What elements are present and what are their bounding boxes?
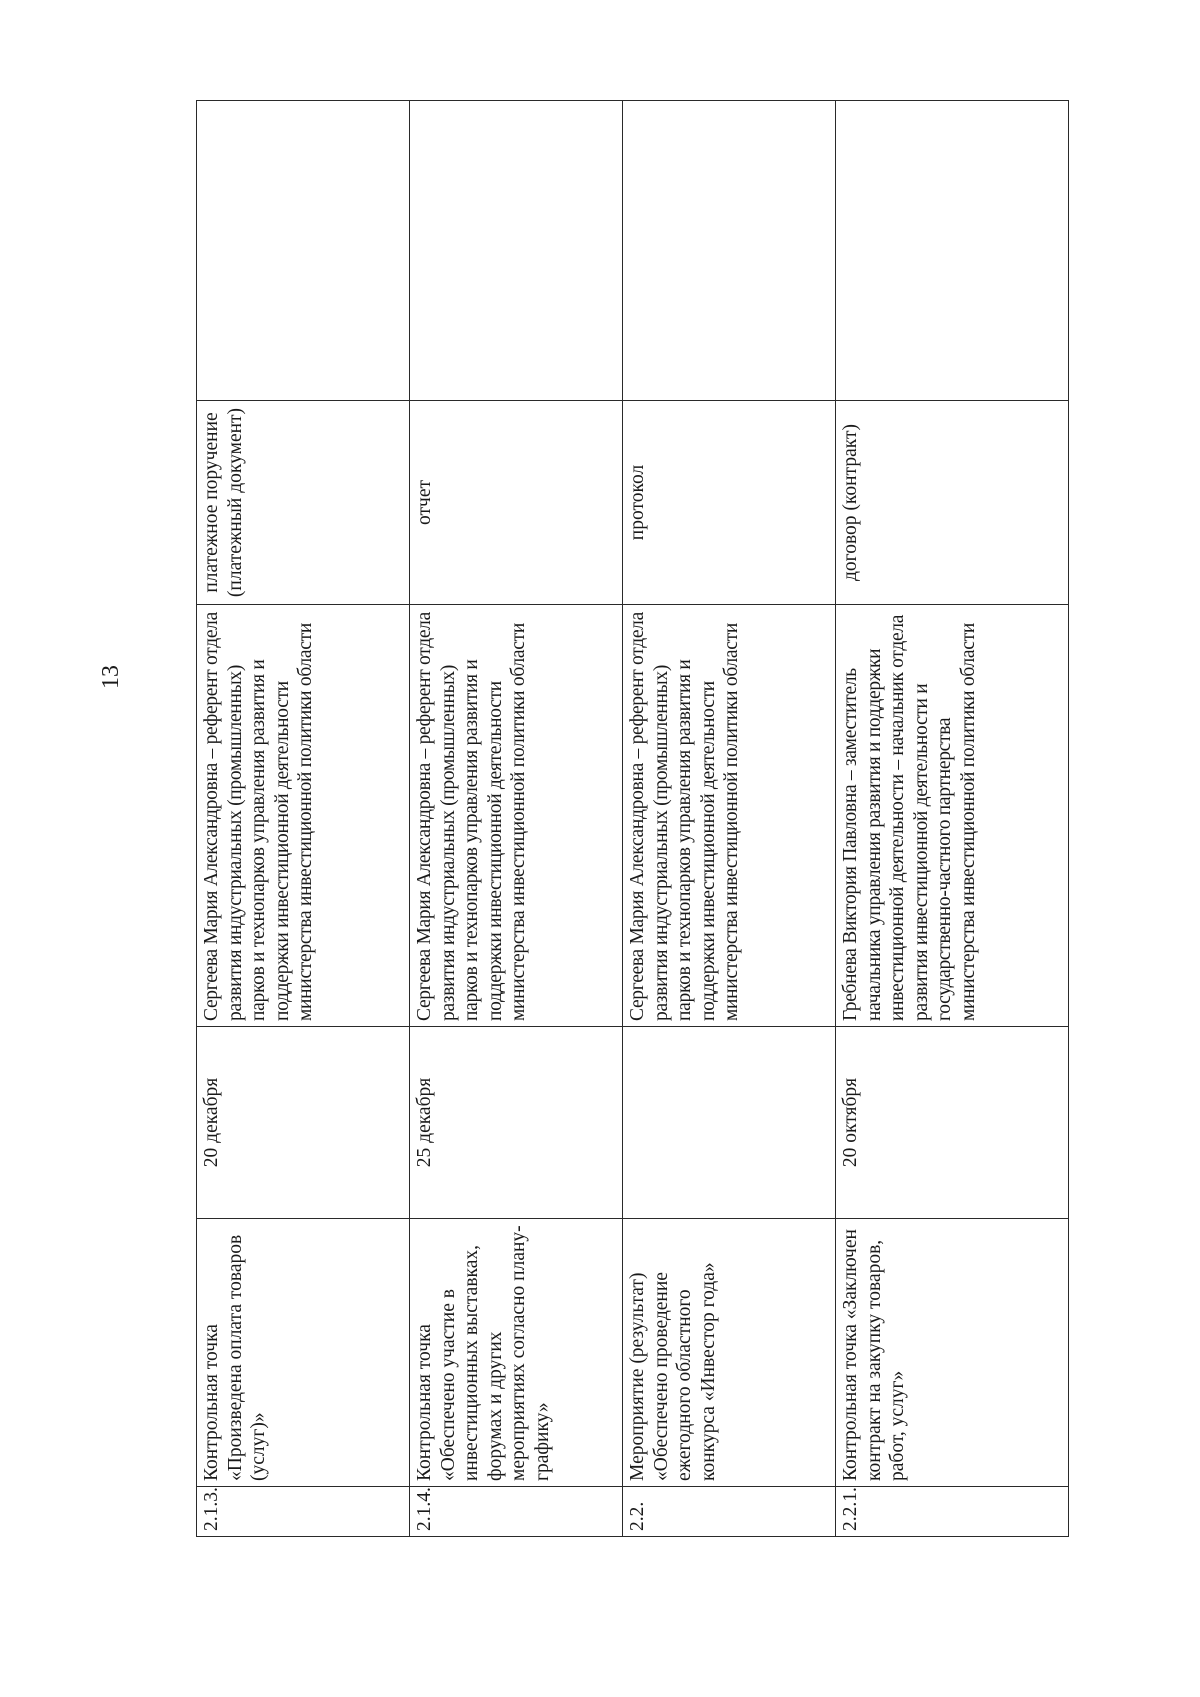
row-number-cell: 2.1.3. — [197, 1487, 410, 1537]
row-number-cell: 2.2.1. — [836, 1487, 1069, 1537]
row-responsible-cell: Сергеева Мария Александровна – референт отдела развития индустриальных (промышленных) парков и технопарков управления развития и поддержки инвестиционной деятельности министерства инвестиционной политики области — [410, 605, 623, 1027]
row-extra-cell — [836, 101, 1069, 401]
row-responsible-cell: Гребнева Виктория Павловна – заместитель начальника управления развития и поддержки инвестиционной деятельности – начальник отдела развития инвестиционной деятельности и государственно-частного партнерства министерства инвестиционной политики области — [836, 605, 1069, 1027]
page-number: 13 — [98, 665, 124, 689]
table-row — [623, 101, 836, 1537]
row-document-cell: платежное поручение (платежный документ) — [197, 401, 410, 605]
row-number-cell: 2.1.4. — [410, 1487, 623, 1537]
row-number-cell: 2.2. — [623, 1487, 836, 1537]
row-extra-cell — [197, 101, 410, 401]
row-document-cell: протокол — [623, 401, 836, 605]
row-date-cell: 20 декабря — [197, 1027, 410, 1219]
table-row — [836, 101, 1069, 1537]
row-date-cell: 25 декабря — [410, 1027, 623, 1219]
row-responsible-cell: Сергеева Мария Александровна – референт отдела развития индустриальных (промышленных) парков и технопарков управления развития и поддержки инвестиционной деятельности министерства инвестиционной политики области — [623, 605, 836, 1027]
row-name-cell: Контрольная точка «Произведена оплата товаров (услуг)» — [197, 1219, 410, 1487]
row-document-cell: отчет — [410, 401, 623, 605]
row-extra-cell — [623, 101, 836, 401]
table-row — [197, 101, 410, 1537]
row-document-cell: договор (контракт) — [836, 401, 1069, 605]
row-name-cell: Мероприятие (результат) «Обеспечено проведение ежегодного областного конкурса «Инвестор года» — [623, 1219, 836, 1487]
row-date-cell: 20 октября — [836, 1027, 1069, 1219]
row-date-cell — [623, 1027, 836, 1219]
row-extra-cell — [410, 101, 623, 401]
row-name-cell: Контрольная точка «Заключен контракт на закупку товаров, работ, услуг» — [836, 1219, 1069, 1487]
plan-table — [196, 100, 1069, 1537]
row-responsible-cell: Сергеева Мария Александровна – референт отдела развития индустриальных (промышленных) парков и технопарков управления развития и поддержки инвестиционной деятельности министерства инвестиционной политики области — [197, 605, 410, 1027]
table-row — [410, 101, 623, 1537]
row-name-cell: Контрольная точка «Обеспечено участие в инвестиционных выставках, форумах и других мероприятиях согласно плану-графику» — [410, 1219, 623, 1487]
